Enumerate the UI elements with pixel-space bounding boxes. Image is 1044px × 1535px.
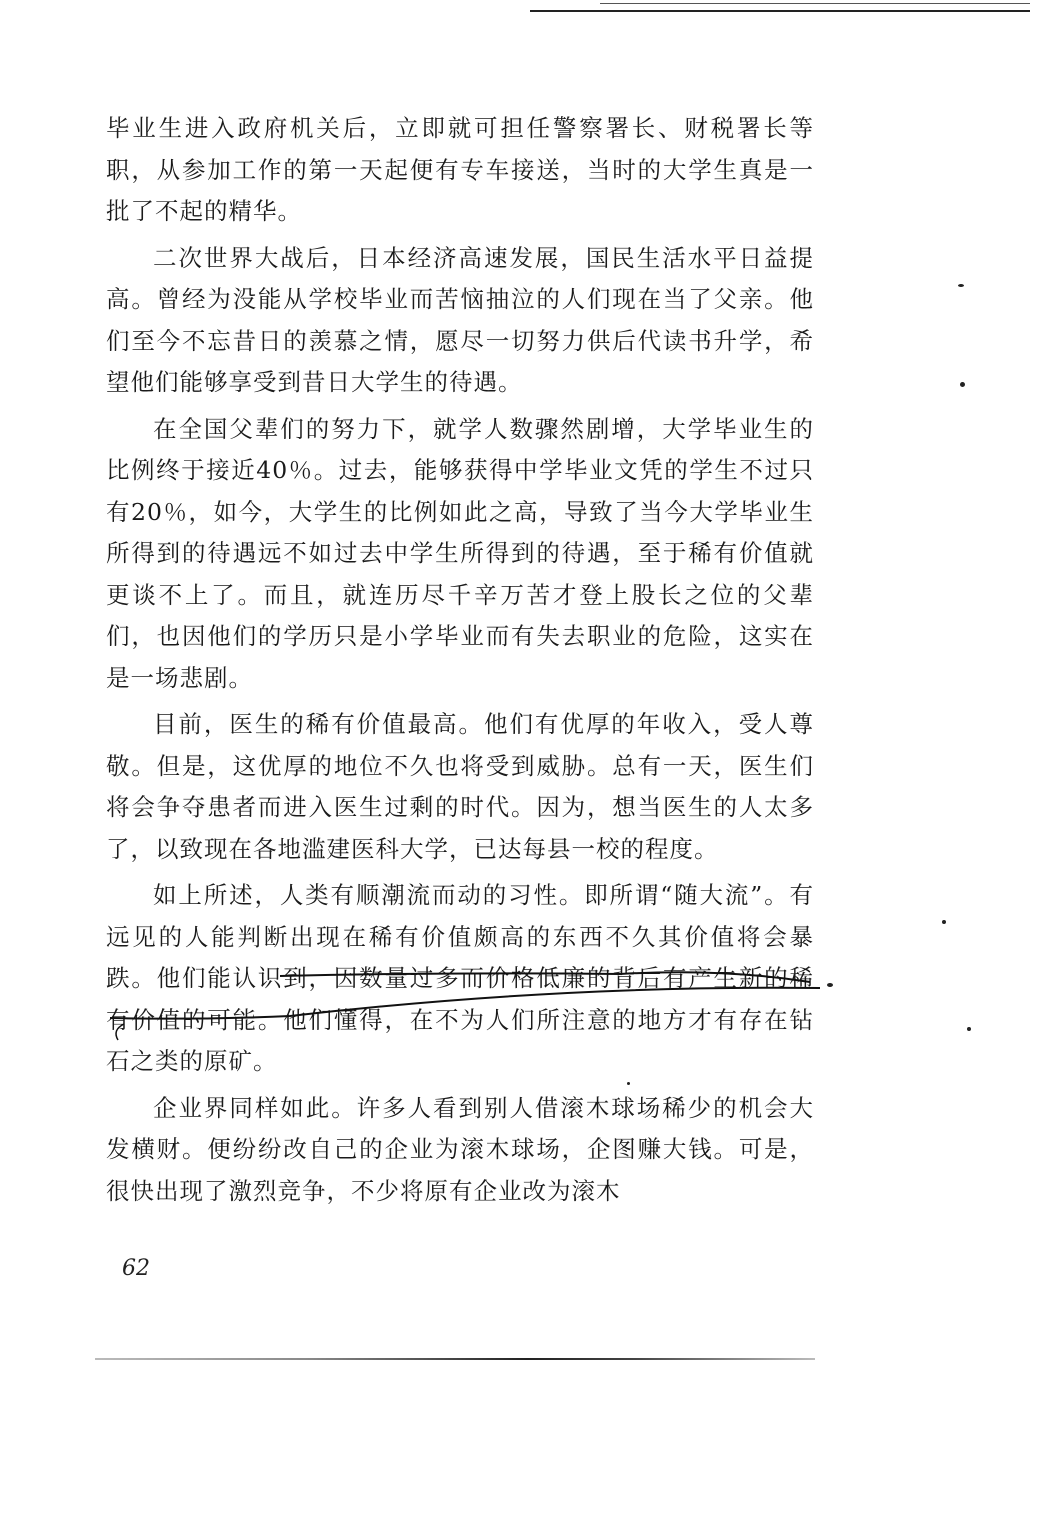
paragraph: 在全国父辈们的努力下，就学人数骤然剧增，大学毕业生的比例终于接近40％。过去，能够获得中学毕业文凭的学生不过只有20％，如今，大学生的比例如此之高，导致了当今大学毕业生所得到的待遇远不如过去中学生所得到的待遇，至于稀有价值就更谈不上了。而且，就连历尽千辛万苦才登上股长之位的父辈们，也因他们的学历只是小学毕业而有失去职业的危险，这实在是一场悲剧。 bbox=[106, 414, 814, 692]
page-number: 62 bbox=[122, 1256, 150, 1281]
paragraph: 二次世界大战后，日本经济高速发展，国民生活水平日益提高。曾经为没能从学校毕业而苦恼抽泣的人们现在当了父亲。他们至今不忘昔日的羡慕之情，愿尽一切努力供后代读书升学，希望他们能够享受到昔日大学生的待遇。 bbox=[106, 243, 814, 396]
scan-speck bbox=[960, 382, 965, 387]
paragraph: 企业界同样如此。许多人看到别人借滚木球场稀少的机会大发横财。便纷纷改自己的企业为滚木球场，企图赚大钱。可是，很快出现了激烈竞争，不少将原有企业改为滚木 bbox=[106, 1093, 814, 1205]
paragraph: 毕业生进入政府机关后，立即就可担任警察署长、财税署长等职，从参加工作的第一天起便有专车接送，当时的大学生真是一批了不起的精华。 bbox=[106, 114, 814, 225]
scan-speck bbox=[942, 920, 946, 924]
scan-edge-line bbox=[95, 1358, 815, 1360]
scan-speck bbox=[827, 983, 833, 987]
paragraph: 目前，医生的稀有价值最高。他们有优厚的年收入，受人尊敬。但是，这优厚的地位不久也将受到威胁。总有一天，医生们将会争夺患者而进入医生过剩的时代。因为，想当医生的人太多了，以致现在各地滥建医科大学，已达每县一校的程度。 bbox=[106, 710, 814, 863]
scan-edge-line bbox=[600, 3, 1030, 4]
body-text bbox=[106, 108, 814, 1217]
scan-speck bbox=[958, 284, 964, 287]
scan-edge-line bbox=[530, 10, 1030, 12]
scan-speck bbox=[967, 1027, 971, 1031]
paragraph: 如上所述，人类有顺潮流而动的习性。即所谓“随大流”。有远见的人能判断出现在稀有价值颇高的东西不久其价值将会暴跌。他们能认识到，因数量过多而价格低廉的背后有产生新的稀有价值的可能。他们懂得，在不为人们所注意的地方才有存在钻石之类的原矿。 bbox=[106, 881, 814, 1075]
scan-speck bbox=[627, 1082, 630, 1085]
